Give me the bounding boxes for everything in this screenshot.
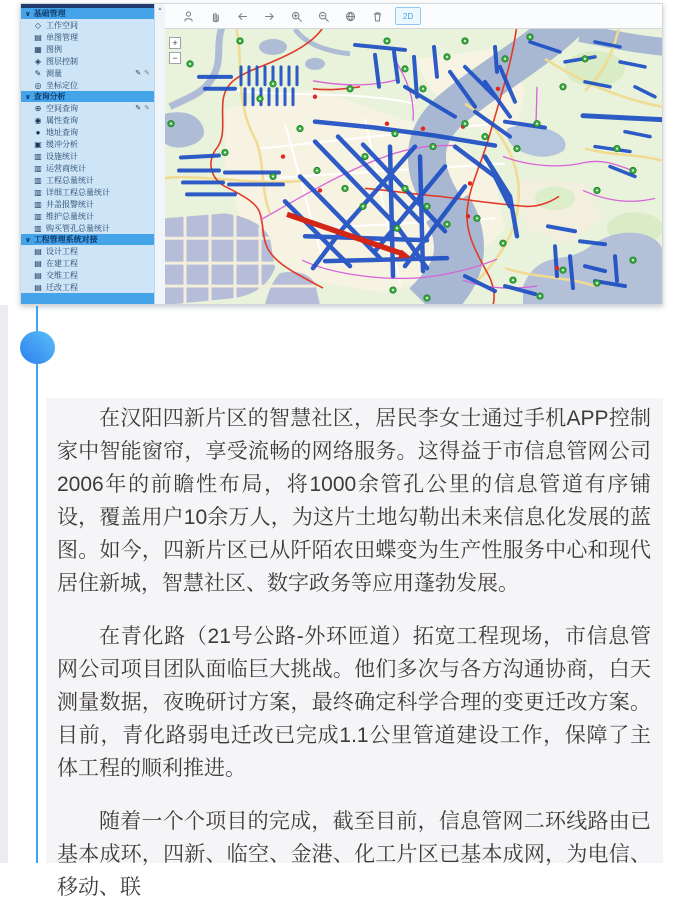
sidebar-item-label: 维护总量统计 (46, 211, 94, 221)
green-pin-center-dot (584, 58, 586, 60)
sidebar-section-label: 工程管理系统对接 (33, 235, 98, 244)
green-pin-center-dot (422, 88, 424, 90)
green-pin-center-dot (349, 88, 351, 90)
green-pin-center-dot (396, 227, 398, 229)
workspace-icon: ◇ (34, 20, 42, 30)
map-viewport[interactable] (165, 29, 662, 304)
globe-icon (344, 10, 357, 23)
sidebar-item[interactable] (21, 114, 154, 126)
green-pin-center-dot (529, 36, 531, 38)
sidebar-item-label: 空间查询 (46, 103, 78, 113)
edit-pen-icon[interactable]: ✎ (135, 70, 142, 77)
green-pin-center-dot (504, 58, 506, 60)
red-dot-marker[interactable] (466, 214, 470, 218)
full-extent-button[interactable] (337, 6, 364, 26)
sidebar-item-label: 工作空间 (46, 20, 78, 30)
green-pin-center-dot (189, 63, 191, 65)
green-pin-center-dot (362, 205, 364, 207)
attribute-query-icon: ◉ (34, 115, 42, 125)
red-dot-marker[interactable] (313, 95, 317, 99)
buffer-analysis-icon: ▣ (34, 139, 42, 149)
green-pin-center-dot (476, 217, 478, 219)
sidebar-item[interactable] (21, 150, 154, 162)
green-pin-center-dot (386, 40, 388, 42)
magnifier-minus-icon (317, 10, 330, 23)
green-pin-center-dot (224, 152, 226, 154)
stats-icon: ▥ (34, 199, 42, 209)
address-query-icon: ● (35, 127, 41, 137)
zoom-out-button[interactable] (310, 6, 337, 26)
green-pin-center-dot (484, 136, 486, 138)
green-pin-center-dot (299, 128, 301, 130)
project-icon: ▤ (34, 246, 42, 256)
hand-icon (209, 10, 222, 23)
map-zoom-in-button[interactable]: + (169, 37, 181, 49)
timeline-bullet (20, 331, 55, 364)
timeline-line (36, 306, 38, 863)
sidebar-item[interactable] (21, 79, 154, 91)
sidebar-item-label: 运营商统计 (46, 163, 86, 173)
sidebar-item[interactable] (21, 281, 154, 293)
legend-icon: ▦ (34, 44, 42, 54)
green-pin-center-dot (259, 98, 261, 100)
sidebar-item[interactable] (21, 186, 154, 198)
map-toolbar (165, 4, 662, 29)
sidebar-item-label: 地址查询 (46, 127, 78, 137)
green-pin-center-dot (446, 223, 448, 225)
person-pin-icon (182, 10, 195, 23)
map-zoom-control (169, 37, 181, 64)
layer-control-icon: ◈ (34, 56, 42, 66)
green-pin-center-dot (272, 83, 274, 85)
sidebar-item[interactable] (21, 269, 154, 281)
green-pin-center-dot (170, 123, 172, 125)
sidebar-item[interactable] (21, 55, 154, 67)
zoom-in-button[interactable] (283, 6, 310, 26)
sidebar-item[interactable] (21, 31, 154, 43)
edit-pen-alt-icon[interactable]: ✎ (144, 70, 150, 77)
green-pin-center-dot (426, 297, 428, 299)
green-pin-center-dot (596, 189, 598, 191)
sidebar-item[interactable] (21, 174, 154, 186)
green-pin-center-dot (562, 86, 564, 88)
edit-pen-icon[interactable]: ✎ (135, 105, 142, 112)
green-pin-center-dot (404, 68, 406, 70)
clear-button[interactable] (364, 6, 391, 26)
green-pin-center-dot (516, 148, 518, 150)
sidebar-item[interactable] (21, 222, 154, 234)
green-pin-center-dot (512, 279, 514, 281)
edit-pen-alt-icon[interactable]: ✎ (144, 105, 150, 112)
map-sheet-icon: ▤ (34, 32, 42, 42)
sidebar-section-label: 查询分析 (33, 92, 66, 101)
green-pin-center-dot (502, 242, 504, 244)
sidebar-item-label: 坐标定位 (46, 80, 78, 90)
sidebar-item-label: 设施统计 (46, 151, 78, 161)
article-paragraph: 在汉阳四新片区的智慧社区，居民李女士通过手机APP控制家中智能窗帘，享受流畅的网络服务。这得益于市信息管网公司2006年的前瞻性布局，将1000余管孔公里的信息管道有序铺设，覆盖用户10余万人，为这片土地勾勒出未来信息化发展的蓝图。如今，四新片区已从阡陌农田蝶变为生产性服务中心和现代居住新城，智慧社区、数字政务等应用蓬勃发展。 (57, 407, 651, 595)
sidebar-item-label: 单图管理 (46, 32, 78, 42)
green-pin-center-dot (392, 289, 394, 291)
sidebar (21, 4, 154, 304)
sidebar-item-label: 交维工程 (46, 270, 78, 280)
map-2d-mode-button[interactable]: 2D (395, 7, 421, 25)
red-dot-marker[interactable] (281, 154, 285, 158)
chevron-down-icon: ∨ (25, 236, 31, 244)
sidebar-item-label: 测量 (46, 68, 62, 78)
sidebar-item[interactable] (21, 43, 154, 55)
green-pin-center-dot (446, 56, 448, 58)
sidebar-item-label: 在建工程 (46, 258, 78, 268)
red-dot-marker[interactable] (496, 87, 500, 91)
article-paragraph: 随着一个个项目的完成，截至目前，信息管网二环线路由已基本成环，四新、临空、金港、化工片区已基本成网，为电信、移动、联 (57, 810, 651, 899)
sidebar-section-header[interactable] (21, 8, 154, 19)
trash-icon (371, 10, 384, 23)
chevron-down-icon: ∨ (25, 93, 31, 101)
sidebar-item[interactable] (21, 19, 154, 31)
sidebar-item-label: 图例 (46, 44, 62, 54)
green-pin-center-dot (272, 175, 274, 177)
project-icon: ▤ (34, 270, 42, 280)
sidebar-item-label: 属性查询 (46, 115, 78, 125)
scroll-up-icon[interactable]: ▲ (157, 6, 163, 12)
stats-icon: ▥ (34, 187, 42, 197)
sidebar-item-label: 工程总量统计 (46, 175, 94, 185)
locate-user-button[interactable] (175, 6, 202, 26)
sidebar-item[interactable] (21, 257, 154, 269)
coordinate-locate-icon: ◎ (34, 80, 42, 90)
green-pin-center-dot (464, 40, 466, 42)
green-pin-center-dot (239, 40, 241, 42)
stats-icon: ▥ (34, 163, 42, 173)
sidebar-section-label: 基础管理 (33, 9, 66, 18)
red-dot-marker[interactable] (421, 126, 425, 130)
magnifier-plus-icon (290, 10, 303, 23)
map-zoom-out-button[interactable]: − (169, 52, 181, 64)
green-pin-center-dot (432, 146, 434, 148)
sidebar-section-header-clipped[interactable] (21, 293, 154, 304)
red-dot-marker[interactable] (555, 266, 559, 270)
green-pin-center-dot (316, 169, 318, 171)
green-pin-center-dot (344, 187, 346, 189)
red-dot-marker[interactable] (468, 181, 472, 185)
red-dot-marker[interactable] (318, 188, 322, 192)
back-button[interactable] (229, 6, 256, 26)
sidebar-item[interactable] (21, 67, 154, 79)
sidebar-section-header[interactable] (21, 234, 154, 245)
article-paragraph: 在青化路（21号公路-外环匝道）拓宽工程现场，市信息管网公司项目团队面临巨大挑战。他们多次与各方沟通协商，白天测量数据，夜晚研讨方案，最终确定科学合理的变更迁改方案。目前，青化路弱电迁改已完成1.1公里管道建设工作，保障了主体工程的顺利推进。 (57, 625, 651, 780)
sidebar-item[interactable] (21, 126, 154, 138)
article-panel (46, 398, 663, 899)
sidebar-item[interactable] (21, 138, 154, 150)
spatial-query-icon: ⊕ (34, 103, 42, 113)
gis-map[interactable] (165, 29, 662, 304)
green-pin-center-dot (426, 205, 428, 207)
sidebar-item-label: 迁改工程 (46, 282, 78, 292)
sidebar-item[interactable] (21, 198, 154, 210)
red-dot-marker[interactable] (385, 121, 389, 125)
sidebar-item-label: 缓冲分析 (46, 139, 78, 149)
sidebar-item-label: 购买管孔总量统计 (46, 223, 110, 233)
page-left-strip (0, 305, 8, 863)
green-pin-center-dot (464, 123, 466, 125)
green-pin-center-dot (632, 259, 634, 261)
sidebar-item[interactable] (21, 102, 154, 114)
sidebar-item[interactable] (21, 210, 154, 222)
project-icon: ▤ (34, 282, 42, 292)
sidebar-item[interactable] (21, 162, 154, 174)
sidebar-item-label: 井盖报警统计 (46, 199, 94, 209)
pan-button[interactable] (202, 6, 229, 26)
green-pin-center-dot (536, 123, 538, 125)
chevron-down-icon: ∨ (25, 10, 31, 18)
forward-button[interactable] (256, 6, 283, 26)
gis-screenshot (20, 3, 663, 305)
green-pin-center-dot (632, 169, 634, 171)
sidebar-item-label: 设计工程 (46, 246, 78, 256)
stats-icon: ▥ (34, 223, 42, 233)
stats-icon: ▥ (34, 175, 42, 185)
sidebar-section-header[interactable] (21, 91, 154, 102)
green-pin-center-dot (562, 269, 564, 271)
sidebar-item-label: 图层控制 (46, 56, 78, 66)
green-pin-center-dot (596, 282, 598, 284)
sidebar-top-bar (21, 4, 154, 8)
sidebar-item-label: 详细工程总量统计 (46, 187, 110, 197)
green-pin-center-dot (616, 148, 618, 150)
stats-icon: ▥ (34, 151, 42, 161)
green-pin-center-dot (404, 187, 406, 189)
arrow-left-icon (236, 10, 249, 23)
green-pin-center-dot (539, 295, 541, 297)
green-pin-center-dot (394, 133, 396, 135)
arrow-right-icon (263, 10, 276, 23)
measure-icon: ✎ (34, 68, 42, 78)
stats-icon: ▥ (34, 211, 42, 221)
sidebar-item[interactable] (21, 245, 154, 257)
map-column (165, 4, 662, 304)
green-pin-center-dot (364, 156, 366, 158)
sidebar-scrollbar[interactable] (154, 4, 165, 304)
project-icon: ▤ (34, 258, 42, 268)
